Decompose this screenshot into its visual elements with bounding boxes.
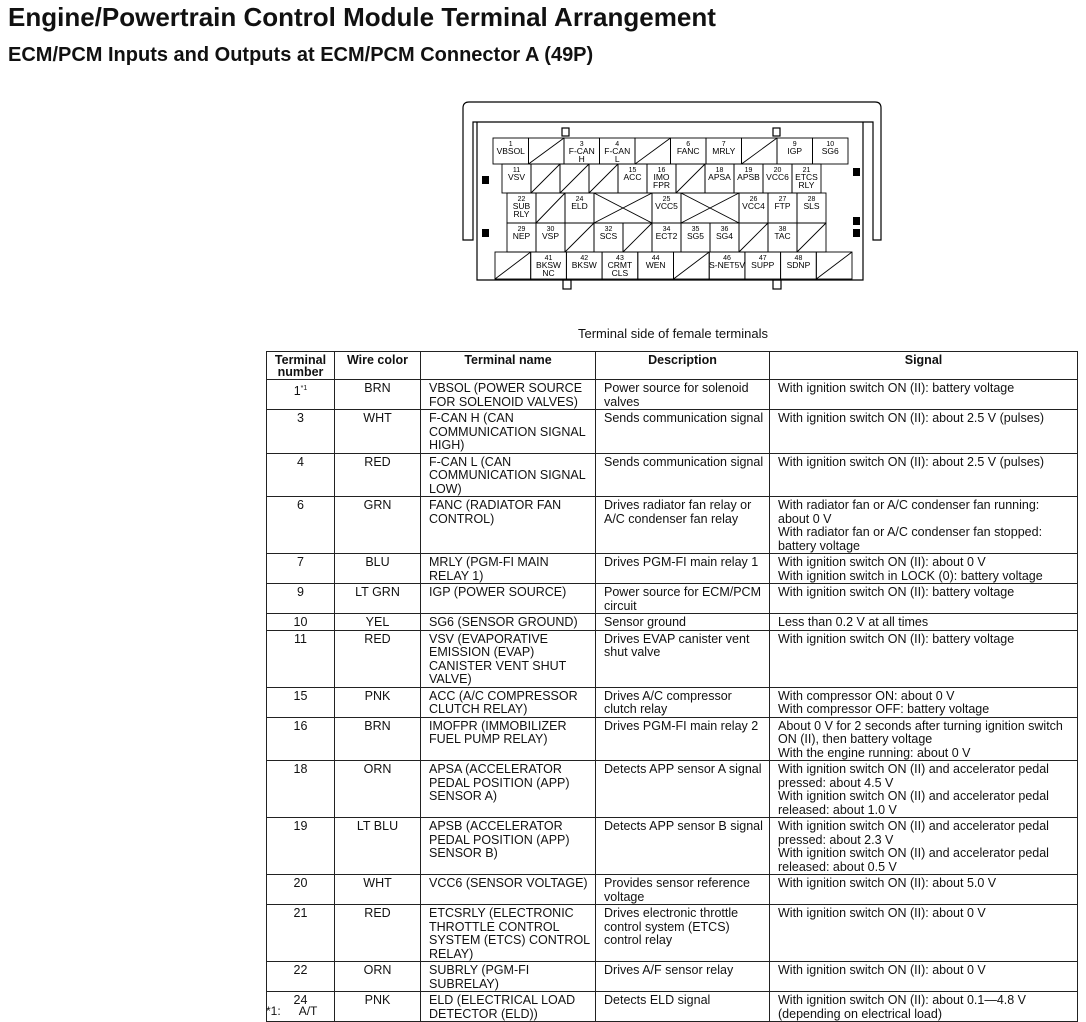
terminal-number-text: 22 (293, 963, 308, 977)
wire-color-text: RED (364, 454, 391, 469)
pin-label: SG5 (686, 231, 705, 241)
pin-number: 26 (749, 196, 758, 203)
signal-cell (770, 410, 1078, 454)
pin-label: SCS (599, 231, 618, 241)
terminal-name-text: SG6 (SENSOR GROUND) (429, 615, 578, 629)
terminal-name-text: F-CAN L (CAN COMMUNICATION SIGNAL LOW) (429, 454, 586, 496)
table-row (267, 614, 1078, 631)
description-cell (596, 905, 770, 962)
terminal-name-text: MRLY (PGM-FI MAIN RELAY 1) (429, 555, 549, 583)
terminal-name-text: FANC (RADIATOR FAN CONTROL) (429, 498, 562, 526)
description-text: Drives PGM-FI main relay 1 (604, 555, 759, 569)
terminal-number-cell (267, 453, 335, 497)
footnote-text: A/T (298, 1004, 318, 1018)
pin-label: TAC (774, 231, 791, 241)
terminal-name-text: ELD (ELECTRICAL LOAD DETECTOR (ELD)) (429, 993, 576, 1021)
pin-number: 6 (686, 141, 691, 148)
table-row (267, 687, 1078, 717)
pin-label: VCC6 (766, 172, 789, 182)
pin-label: F-CAN (568, 146, 595, 156)
signal-cell (770, 962, 1078, 992)
pin-number: 11 (512, 167, 521, 174)
wire-color-text: LT GRN (355, 585, 400, 599)
terminal-number-text: 6 (297, 498, 304, 512)
pin-label: SG6 (821, 146, 839, 156)
signal-cell (770, 761, 1078, 818)
pin-label: VCC5 (655, 201, 678, 211)
terminal-name-cell (421, 962, 596, 992)
pin-label: ELD (571, 201, 588, 211)
table-row (267, 554, 1078, 584)
pin-label: L (614, 154, 620, 164)
terminal-number-cell (267, 584, 335, 614)
pin-label: ECT2 (655, 231, 678, 241)
signal-line: With ignition switch in LOCK (0): battery voltage (778, 568, 1043, 583)
signal-line: With ignition switch ON (II): about 0 V (778, 555, 986, 569)
terminal-number-text: 11 (294, 631, 307, 646)
pin-number: 43 (616, 255, 624, 262)
table-row (267, 717, 1078, 761)
pin-label: IMO (653, 172, 670, 182)
pin-label: F-CAN (604, 146, 631, 156)
table-row (267, 905, 1078, 962)
wire-color-cell (335, 687, 421, 717)
wire-color-cell (335, 584, 421, 614)
terminal-name-cell (421, 584, 596, 614)
signal-line: With ignition switch ON (II) and accelerator pedal released: about 1.0 V (778, 789, 1049, 817)
terminal-number-text: 10 (293, 615, 308, 629)
pin-label: FANC (676, 146, 700, 156)
signal-line: With ignition switch ON (II) and accelerator pedal released: about 0.5 V (778, 846, 1049, 874)
signal-cell (770, 687, 1078, 717)
signal-line: About 0 V for 2 seconds after turning ignition switch ON (II), then battery voltage (778, 718, 1063, 746)
pin-number: 27 (778, 196, 787, 203)
table-row (267, 875, 1078, 905)
pin-label: SUPP (751, 260, 775, 270)
terminal-name-cell (421, 717, 596, 761)
terminal-name-text: IGP (POWER SOURCE) (429, 585, 567, 599)
table-row (267, 380, 1078, 410)
description-cell (596, 380, 770, 410)
wire-color-cell (335, 497, 421, 554)
wire-color-cell (335, 992, 421, 1022)
table-header-row (267, 352, 1078, 380)
description-text: Power source for solenoid valves (604, 381, 749, 409)
footnote (266, 1004, 335, 1018)
wire-color-text: GRN (363, 498, 392, 512)
terminal-number-cell (267, 380, 335, 410)
pin-label: IGP (787, 146, 803, 156)
description-cell (596, 818, 770, 875)
terminal-number-cell (267, 818, 335, 875)
description-cell (596, 584, 770, 614)
signal-line: With ignition switch ON (II): about 2.5 V (pulses) (778, 454, 1045, 469)
signal-cell (770, 905, 1078, 962)
terminal-number-text: 15 (293, 688, 308, 703)
wire-color-text: PNK (364, 688, 391, 703)
footnote-mark: *1: (266, 1004, 281, 1018)
signal-line: With ignition switch ON (II): about 0.1—4.8 V (778, 993, 1027, 1007)
table-row (267, 630, 1078, 687)
signal-line: (depending on electrical load) (778, 1006, 942, 1021)
terminal-name-cell (421, 687, 596, 717)
pin-number: 9 (792, 141, 797, 148)
wire-color-text: ORN (363, 963, 392, 977)
pin-number: 20 (773, 167, 782, 174)
pin-number: 1 (508, 141, 513, 148)
terminal-number-cell (267, 962, 335, 992)
wire-color-cell (335, 962, 421, 992)
signal-line: With ignition switch ON (II): about 0 V (778, 906, 986, 920)
terminal-name-text: VSV (EVAPORATIVE EMISSION (EVAP) CANISTER VENT SHUT VALVE) (429, 631, 567, 686)
terminal-number-cell (267, 554, 335, 584)
signal-cell (770, 497, 1078, 554)
signal-line: With compressor OFF: battery voltage (778, 702, 990, 716)
pin-number: 47 (758, 255, 767, 262)
pin-label: CLS (611, 268, 629, 278)
wire-color-text: YEL (365, 615, 390, 629)
pin-label: ACC (623, 172, 642, 182)
description-text: Drives A/F sensor relay (604, 963, 734, 977)
wire-color-text: RED (364, 631, 391, 646)
terminal-name-cell (421, 875, 596, 905)
terminal-name-text: VCC6 (SENSOR VOLTAGE) (429, 876, 588, 890)
description-text: Sensor ground (604, 615, 687, 629)
table-row (267, 761, 1078, 818)
signal-line: With ignition switch ON (II): about 0 V (778, 963, 986, 977)
description-cell (596, 992, 770, 1022)
page-title: Engine/Powertrain Control Module Terminal Arrangement (8, 2, 716, 32)
pin-label: NEP (512, 231, 531, 241)
wire-color-text: BRN (364, 718, 391, 733)
pin-label: ETCS (795, 172, 818, 182)
signal-cell (770, 875, 1078, 905)
pin-number: 24 (575, 196, 584, 203)
wire-color-text: PNK (364, 993, 391, 1007)
pin-number: 30 (546, 226, 555, 233)
pin-number: 15 (628, 167, 637, 174)
col-header-signal: Signal (770, 352, 1078, 380)
pin-number: 34 (662, 226, 671, 233)
terminal-name-cell (421, 992, 596, 1022)
terminal-name-cell (421, 614, 596, 631)
description-text: Sends communication signal (604, 411, 764, 425)
pin-label: SLS (803, 201, 820, 211)
page-subtitle: ECM/PCM Inputs and Outputs at ECM/PCM Connector A (49P) (8, 44, 594, 66)
terminal-table (266, 351, 1078, 1022)
terminal-number-cell (267, 497, 335, 554)
terminal-number-text: 19 (293, 819, 308, 833)
pin-number: 48 (794, 255, 803, 262)
col-header-terminal-number: Terminal number (267, 352, 335, 380)
description-text: Power source for ECM/PCM circuit (604, 585, 761, 613)
signal-line: With ignition switch ON (II): about 5.0 V (778, 876, 997, 890)
pin-number: 19 (744, 167, 753, 174)
terminal-name-text: SUBRLY (PGM-FI SUBRELAY) (429, 963, 530, 991)
footnote-ref: *1 (300, 385, 308, 392)
pin-number: 10 (826, 141, 835, 148)
pin-label: SDNP (786, 260, 811, 270)
description-text: Detects APP sensor A signal (604, 762, 762, 776)
pin-label: SG4 (715, 231, 734, 241)
terminal-number-text: 18 (293, 762, 308, 776)
terminal-number-cell (267, 717, 335, 761)
pin-number: 3 (579, 141, 584, 148)
pin-label: RLY (513, 209, 530, 219)
terminal-number-cell (267, 875, 335, 905)
table-row (267, 962, 1078, 992)
signal-cell (770, 614, 1078, 631)
terminal-name-cell (421, 630, 596, 687)
terminal-number-cell (267, 410, 335, 454)
pin-label: NC (542, 268, 555, 278)
pin-number: 28 (807, 196, 816, 203)
terminal-name-cell (421, 410, 596, 454)
pin-label: VSV (507, 172, 526, 182)
description-text: Drives electronic throttle control system (ETCS) control relay (604, 906, 739, 947)
signal-line: With radiator fan or A/C condenser fan running: about 0 V (778, 498, 1040, 526)
signal-line: With ignition switch ON (II): about 2.5 V (pulses) (778, 411, 1045, 425)
pin-label: MRLY (712, 146, 736, 156)
wire-color-text: BLU (365, 555, 390, 569)
pin-number: 29 (517, 226, 526, 233)
signal-cell (770, 717, 1078, 761)
terminal-name-text: APSB (ACCELERATOR PEDAL POSITION (APP) SENSOR B) (429, 819, 570, 860)
pin-number: 46 (723, 255, 731, 262)
terminal-number-text: 3 (297, 411, 304, 425)
table-row (267, 992, 1078, 1022)
wire-color-cell (335, 614, 421, 631)
description-text: Provides sensor reference voltage (604, 876, 750, 904)
pin-label: FPR (653, 180, 670, 190)
pin-label: RLY (798, 180, 815, 190)
wire-color-cell (335, 818, 421, 875)
signal-line: With radiator fan or A/C condenser fan stopped: battery voltage (778, 525, 1043, 553)
terminal-number-text: 20 (293, 876, 308, 890)
pin-label: BKSW (536, 260, 562, 270)
pin-label: VBSOL (496, 146, 525, 156)
signal-cell (770, 992, 1078, 1022)
signal-line: With ignition switch ON (II) and accelerator pedal pressed: about 2.3 V (778, 819, 1049, 847)
table-row (267, 818, 1078, 875)
signal-cell (770, 818, 1078, 875)
pin-number: 42 (580, 255, 589, 262)
pin-label: VCC4 (742, 201, 765, 211)
wire-color-cell (335, 717, 421, 761)
col-header-description: Description (596, 352, 770, 380)
description-text: Detects APP sensor B signal (604, 819, 763, 833)
description-text: Drives PGM-FI main relay 2 (604, 718, 759, 733)
description-cell (596, 761, 770, 818)
wire-color-cell (335, 761, 421, 818)
table-row (267, 453, 1078, 497)
pin-number: 21 (802, 167, 811, 174)
terminal-number-cell (267, 761, 335, 818)
terminal-name-text: APSA (ACCELERATOR PEDAL POSITION (APP) SENSOR A) (429, 762, 570, 803)
description-cell (596, 554, 770, 584)
wire-color-cell (335, 380, 421, 410)
pin-number: 7 (721, 141, 726, 148)
pin-label: S-NET5V (709, 260, 746, 270)
terminal-name-cell (421, 818, 596, 875)
terminal-name-cell (421, 554, 596, 584)
signal-line: Less than 0.2 V at all times (778, 615, 929, 629)
terminal-name-cell (421, 497, 596, 554)
terminal-number-text: 1 (293, 384, 301, 399)
connector-caption: Terminal side of female terminals (577, 326, 769, 341)
pin-number: 32 (604, 226, 613, 233)
signal-cell (770, 453, 1078, 497)
pin-label: APSA (708, 172, 731, 182)
pin-number: 41 (544, 255, 553, 262)
signal-cell (770, 380, 1078, 410)
description-text: Detects ELD signal (604, 993, 711, 1007)
pin-label: BKSW (571, 260, 597, 270)
description-text: Drives radiator fan relay or A/C condenser fan relay (604, 498, 752, 526)
terminal-number-text: 7 (297, 555, 304, 569)
pin-number: 38 (778, 226, 787, 233)
signal-line: With ignition switch ON (II) and accelerator pedal pressed: about 4.5 V (778, 762, 1049, 790)
terminal-number-text: 4 (297, 454, 304, 469)
terminal-number-cell (267, 630, 335, 687)
description-cell (596, 875, 770, 905)
signal-line: With ignition switch ON (II): battery voltage (778, 381, 1015, 395)
wire-color-cell (335, 410, 421, 454)
pin-label: APSB (737, 172, 760, 182)
pin-label: WEN (645, 260, 666, 270)
terminal-name-cell (421, 905, 596, 962)
description-cell (596, 687, 770, 717)
pin-number: 16 (657, 167, 666, 174)
pin-label: FTP (774, 201, 791, 211)
terminal-name-text: ETCSRLY (ELECTRONIC THROTTLE CONTROL SYSTEM (ETCS) CONTROL RELAY) (429, 906, 590, 961)
terminal-number-cell (267, 905, 335, 962)
wire-color-text: WHT (363, 411, 392, 425)
description-cell (596, 497, 770, 554)
terminal-name-cell (421, 761, 596, 818)
description-cell (596, 614, 770, 631)
terminal-number-text: 21 (293, 906, 308, 920)
description-cell (596, 962, 770, 992)
connector-diagram (455, 98, 885, 298)
pin-number: 25 (662, 196, 671, 203)
signal-cell (770, 584, 1078, 614)
wire-color-text: RED (364, 906, 391, 920)
table-row (267, 497, 1078, 554)
pin-number: 36 (720, 226, 729, 233)
wire-color-cell (335, 905, 421, 962)
signal-cell (770, 554, 1078, 584)
pin-label: VSP (541, 231, 560, 241)
wire-color-cell (335, 875, 421, 905)
signal-cell (770, 630, 1078, 687)
wire-color-text: WHT (363, 876, 392, 890)
pin-label: H (578, 154, 585, 164)
terminal-number-text: 9 (297, 585, 304, 599)
description-cell (596, 717, 770, 761)
signal-line: With the engine running: about 0 V (778, 745, 971, 760)
terminal-name-text: F-CAN H (CAN COMMUNICATION SIGNAL HIGH) (429, 411, 586, 452)
pin-number: 44 (651, 255, 660, 262)
terminal-number-text: 16 (293, 718, 308, 733)
description-cell (596, 630, 770, 687)
signal-line: With ignition switch ON (II): battery voltage (778, 585, 1015, 599)
signal-line: With compressor ON: about 0 V (778, 688, 955, 703)
wire-color-text: LT BLU (356, 819, 399, 833)
pin-number: 4 (615, 141, 620, 148)
wire-color-text: ORN (363, 762, 392, 776)
terminal-name-text: IMOFPR (IMMOBILIZER FUEL PUMP RELAY) (429, 718, 567, 746)
description-text: Drives A/C compressor clutch relay (604, 688, 732, 716)
pin-number: 18 (715, 167, 724, 174)
description-text: Sends communication signal (604, 454, 764, 469)
wire-color-cell (335, 630, 421, 687)
terminal-name-text: ACC (A/C COMPRESSOR CLUTCH RELAY) (429, 688, 578, 716)
wire-color-cell (335, 453, 421, 497)
table-row (267, 584, 1078, 614)
terminal-name-text: VBSOL (POWER SOURCE FOR SOLENOID VALVES) (429, 381, 583, 409)
col-header-wire-color: Wire color (335, 352, 421, 380)
terminal-number-cell (267, 614, 335, 631)
wire-color-cell (335, 554, 421, 584)
col-header-terminal-name: Terminal name (421, 352, 596, 380)
signal-line: With ignition switch ON (II): battery voltage (778, 631, 1015, 646)
description-cell (596, 410, 770, 454)
table-row (267, 410, 1078, 454)
terminal-name-cell (421, 380, 596, 410)
pin-number: 35 (691, 226, 700, 233)
description-text: Drives EVAP canister vent shut valve (604, 631, 750, 659)
description-cell (596, 453, 770, 497)
pin-label: CRMT (607, 260, 633, 270)
pin-label: SUB (512, 201, 531, 211)
terminal-number-text: 24 (293, 993, 308, 1007)
terminal-number-cell (267, 687, 335, 717)
pin-number: 22 (517, 196, 526, 203)
terminal-name-cell (421, 453, 596, 497)
wire-color-text: BRN (364, 381, 391, 395)
